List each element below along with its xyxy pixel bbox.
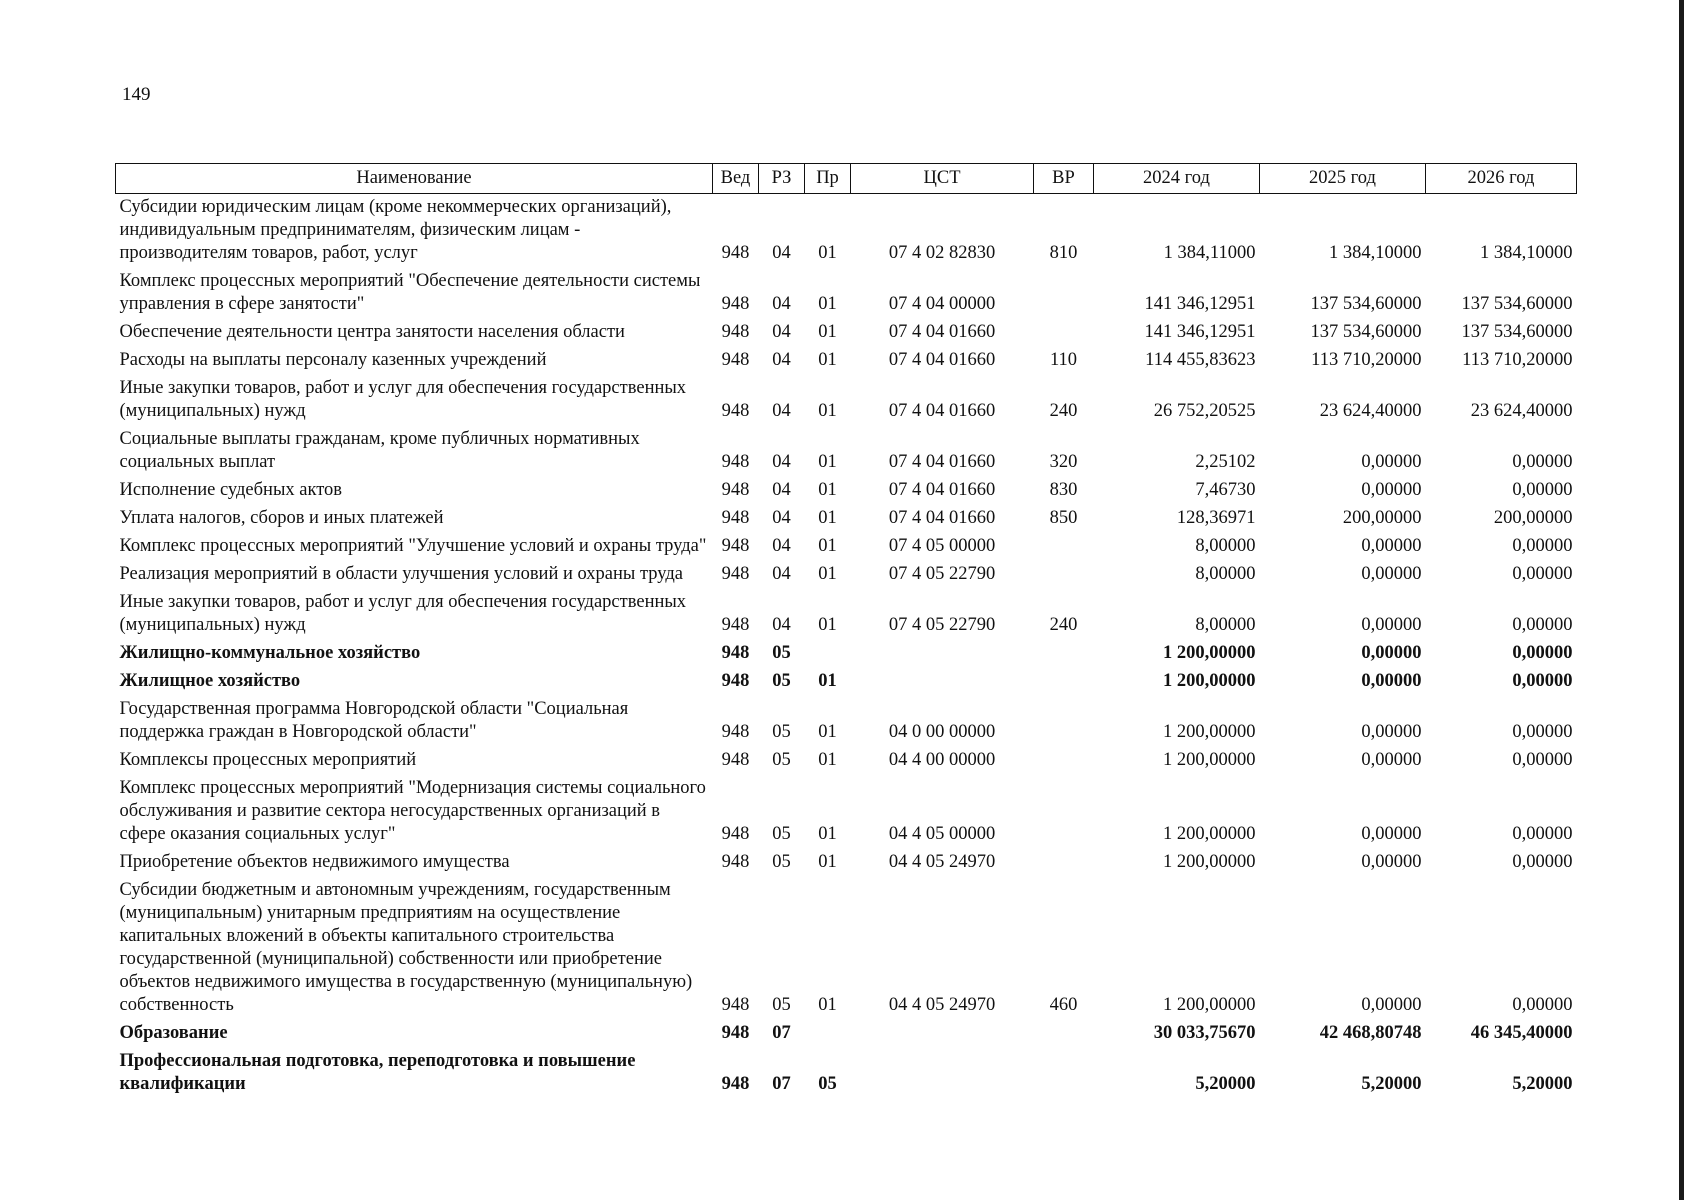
cell-vr [1034,775,1094,849]
table-row [116,849,1577,877]
cell-ved: 948 [721,322,750,342]
cell-pr: 01 [818,508,837,528]
cell-2025: 0,00000 [1361,995,1422,1015]
cell-pr: 01 [818,824,837,844]
cell-rz: 04 [772,615,791,635]
table-row [116,426,1577,477]
cell-cst: 07 4 04 00000 [888,294,996,314]
cell-ved: 948 [721,671,750,691]
cell-name: Субсидии юридическим лицам (кроме некоммерческих организаций), индивидуальным предпринимателям, физическим лицам - производителям товаров, работ, услуг [119,197,672,263]
cell-vr [1034,1020,1094,1048]
cell-2026: 5,20000 [1512,1074,1573,1094]
cell-name: Комплексы процессных мероприятий [119,750,417,770]
cell-pr: 01 [818,564,837,584]
table-row [116,505,1577,533]
cell-name: Уплата налогов, сборов и иных платежей [119,508,444,528]
cell-cst [851,668,1034,696]
table-row [116,747,1577,775]
cell-2024: 128,36971 [1176,508,1256,528]
cell-2025: 0,00000 [1361,671,1422,691]
cell-2024: 8,00000 [1195,615,1256,635]
cell-2024: 141 346,12951 [1144,294,1256,314]
cell-2026: 113 710,20000 [1462,350,1573,370]
table-header-row [116,164,1577,194]
cell-name: Комплекс процессных мероприятий "Обеспечение деятельности системы управления в сфере занятости" [119,271,701,314]
cell-cst [851,1020,1034,1048]
cell-2025: 5,20000 [1361,1074,1422,1094]
cell-cst [851,640,1034,668]
cell-pr: 01 [818,536,837,556]
cell-2026: 137 534,60000 [1461,322,1573,342]
cell-vr [1034,533,1094,561]
cell-name: Комплекс процессных мероприятий "Модернизация системы социального обслуживания и развитие сектора негосударственных организаций в сфере оказания социальных услуг" [119,778,706,844]
cell-pr: 01 [818,671,837,691]
cell-2025: 42 468,80748 [1319,1023,1422,1043]
cell-ved: 948 [721,824,750,844]
cell-2026: 0,00000 [1512,452,1573,472]
cell-cst: 07 4 04 01660 [888,401,996,421]
header-2026: 2026 год [1426,164,1577,194]
table-row [116,561,1577,589]
cell-2024: 5,20000 [1195,1074,1256,1094]
cell-2025: 0,00000 [1361,750,1422,770]
cell-ved: 948 [721,294,750,314]
cell-cst [851,1048,1034,1099]
cell-pr [805,1020,851,1048]
cell-vr: 460 [1049,995,1078,1015]
cell-pr: 01 [818,615,837,635]
cell-2024: 1 384,11000 [1163,243,1256,263]
cell-2026: 0,00000 [1512,615,1573,635]
table-row [116,877,1577,1020]
cell-vr: 850 [1049,508,1078,528]
cell-pr: 01 [818,452,837,472]
cell-2024: 1 200,00000 [1163,995,1256,1015]
cell-rz: 05 [772,722,791,742]
cell-2024: 1 200,00000 [1163,722,1256,742]
header-vr: ВР [1034,164,1094,194]
budget-table [115,163,1577,1099]
cell-2024: 2,25102 [1195,452,1256,472]
cell-rz: 05 [772,750,791,770]
table-row [116,477,1577,505]
cell-rz: 05 [772,643,791,663]
cell-2026: 23 624,40000 [1470,401,1573,421]
scan-edge-line [1679,0,1684,1200]
header-pr: Пр [805,164,851,194]
cell-name: Исполнение судебных актов [119,480,343,500]
cell-pr: 01 [818,750,837,770]
cell-rz: 05 [772,671,791,691]
header-rz: РЗ [759,164,805,194]
cell-name: Обеспечение деятельности центра занятости населения области [119,322,625,342]
cell-ved: 948 [721,1023,750,1043]
cell-name: Жилищное хозяйство [119,671,301,691]
cell-name: Иные закупки товаров, работ и услуг для обеспечения государственных (муниципальных) нужд [119,592,687,635]
cell-rz: 05 [772,995,791,1015]
cell-cst: 07 4 04 01660 [888,508,996,528]
cell-2026: 0,00000 [1512,824,1573,844]
cell-2024: 141 346,12951 [1144,322,1256,342]
cell-cst: 07 4 05 22790 [888,615,996,635]
cell-ved: 948 [721,1074,750,1094]
cell-2026: 0,00000 [1512,564,1573,584]
cell-ved: 948 [721,852,750,872]
cell-ved: 948 [721,536,750,556]
cell-vr [1034,640,1094,668]
cell-rz: 04 [772,350,791,370]
cell-name: Иные закупки товаров, работ и услуг для обеспечения государственных (муниципальных) нужд [119,378,687,421]
table-row [116,194,1577,269]
cell-rz: 04 [772,452,791,472]
cell-name: Приобретение объектов недвижимого имущества [119,852,510,872]
header-ved: Вед [713,164,759,194]
cell-cst: 07 4 04 01660 [888,452,996,472]
cell-rz: 04 [772,243,791,263]
cell-rz: 04 [772,322,791,342]
cell-pr: 01 [818,480,837,500]
cell-rz: 07 [772,1023,791,1043]
cell-name: Социальные выплаты гражданам, кроме публичных нормативных социальных выплат [119,429,640,472]
cell-2025: 0,00000 [1361,452,1422,472]
cell-2026: 0,00000 [1512,722,1573,742]
cell-2025: 200,00000 [1342,508,1422,528]
cell-pr: 01 [818,722,837,742]
cell-name: Профессиональная подготовка, переподготовка и повышение квалификации [119,1051,636,1094]
cell-cst: 07 4 05 00000 [888,536,996,556]
cell-ved: 948 [721,722,750,742]
cell-name: Жилищно-коммунальное хозяйство [119,643,421,663]
cell-cst: 07 4 05 22790 [888,564,996,584]
cell-vr: 240 [1049,401,1078,421]
cell-ved: 948 [721,615,750,635]
cell-2025: 23 624,40000 [1319,401,1422,421]
cell-rz: 04 [772,536,791,556]
table-row [116,533,1577,561]
table-body [116,194,1577,1100]
cell-2025: 0,00000 [1361,536,1422,556]
cell-cst: 07 4 02 82830 [888,243,996,263]
cell-ved: 948 [721,243,750,263]
cell-2025: 0,00000 [1361,824,1422,844]
cell-2024: 1 200,00000 [1163,824,1256,844]
cell-2026: 0,00000 [1512,671,1573,691]
header-2025: 2025 год [1260,164,1426,194]
cell-cst: 07 4 04 01660 [888,480,996,500]
cell-pr: 01 [818,243,837,263]
cell-rz: 07 [772,1074,791,1094]
cell-2024: 1 200,00000 [1163,671,1256,691]
cell-vr [1034,747,1094,775]
cell-cst: 04 4 05 24970 [888,852,996,872]
cell-pr: 01 [818,995,837,1015]
cell-2025: 113 710,20000 [1311,350,1422,370]
cell-vr: 110 [1049,350,1078,370]
table-row [116,640,1577,668]
cell-rz: 04 [772,294,791,314]
cell-rz: 05 [772,824,791,844]
cell-2025: 0,00000 [1361,643,1422,663]
cell-2025: 0,00000 [1361,852,1422,872]
table-row [116,375,1577,426]
cell-2026: 0,00000 [1512,480,1573,500]
cell-cst: 07 4 04 01660 [888,322,996,342]
cell-name: Субсидии бюджетным и автономным учреждениям, государственным (муниципальным) унитарным предприятиям на осуществление капитальных вложений в объекты капитального строительства государственной (муниципальной) собственности или приобретение объектов недвижимого имущества в государственную (муниципальную) собственность [119,880,693,1015]
cell-rz: 04 [772,564,791,584]
cell-2025: 0,00000 [1361,480,1422,500]
cell-rz: 04 [772,401,791,421]
cell-2026: 0,00000 [1512,536,1573,556]
cell-name: Государственная программа Новгородской области "Социальная поддержка граждан в Новгородской области" [119,699,629,742]
table-row [116,1048,1577,1099]
cell-2024: 114 455,83623 [1145,350,1256,370]
cell-rz: 04 [772,508,791,528]
cell-pr: 01 [818,852,837,872]
cell-pr: 01 [818,401,837,421]
cell-vr [1034,561,1094,589]
cell-cst: 04 4 00 00000 [888,750,996,770]
cell-vr: 810 [1049,243,1078,263]
cell-2026: 137 534,60000 [1461,294,1573,314]
cell-name: Расходы на выплаты персоналу казенных учреждений [119,350,547,370]
cell-2024: 1 200,00000 [1163,750,1256,770]
table-row [116,668,1577,696]
cell-rz: 05 [772,852,791,872]
cell-vr [1034,1048,1094,1099]
cell-ved: 948 [721,564,750,584]
cell-ved: 948 [721,750,750,770]
cell-2025: 0,00000 [1361,615,1422,635]
cell-name: Образование [119,1023,228,1043]
cell-ved: 948 [721,508,750,528]
cell-2024: 1 200,00000 [1163,643,1256,663]
cell-2026: 0,00000 [1512,995,1573,1015]
cell-2025: 1 384,10000 [1329,243,1422,263]
table-row [116,589,1577,640]
cell-vr [1034,668,1094,696]
cell-2025: 137 534,60000 [1310,322,1422,342]
cell-vr: 240 [1049,615,1078,635]
cell-ved: 948 [721,480,750,500]
table-row [116,268,1577,319]
cell-rz: 04 [772,480,791,500]
table-row [116,1020,1577,1048]
cell-vr [1034,268,1094,319]
cell-cst: 04 4 05 00000 [888,824,996,844]
cell-cst: 04 4 05 24970 [888,995,996,1015]
cell-pr: 01 [818,294,837,314]
cell-2025: 0,00000 [1361,722,1422,742]
cell-name: Реализация мероприятий в области улучшения условий и охраны труда [119,564,683,584]
cell-2026: 46 345,40000 [1470,1023,1573,1043]
cell-ved: 948 [721,350,750,370]
header-2024: 2024 год [1094,164,1260,194]
cell-2024: 1 200,00000 [1163,852,1256,872]
page-number: 149 [122,84,151,105]
cell-2026: 200,00000 [1493,508,1573,528]
cell-2024: 8,00000 [1195,564,1256,584]
cell-ved: 948 [721,452,750,472]
header-name: Наименование [116,164,713,194]
cell-vr [1034,696,1094,747]
table-row [116,319,1577,347]
cell-ved: 948 [721,995,750,1015]
table-row [116,696,1577,747]
cell-2024: 30 033,75670 [1153,1023,1256,1043]
cell-vr [1034,319,1094,347]
cell-cst: 07 4 04 01660 [888,350,996,370]
cell-2025: 0,00000 [1361,564,1422,584]
cell-2026: 0,00000 [1512,750,1573,770]
cell-cst: 04 0 00 00000 [888,722,996,742]
cell-vr: 320 [1049,452,1078,472]
header-cst: ЦСТ [851,164,1034,194]
cell-2026: 1 384,10000 [1480,243,1573,263]
cell-2025: 137 534,60000 [1310,294,1422,314]
cell-pr: 01 [818,322,837,342]
cell-2024: 8,00000 [1195,536,1256,556]
cell-2026: 0,00000 [1512,852,1573,872]
cell-vr [1034,849,1094,877]
cell-ved: 948 [721,401,750,421]
table-row [116,775,1577,849]
cell-pr: 01 [818,350,837,370]
cell-vr: 830 [1049,480,1078,500]
cell-pr [805,640,851,668]
cell-ved: 948 [721,643,750,663]
cell-2026: 0,00000 [1512,643,1573,663]
cell-2024: 7,46730 [1195,480,1256,500]
cell-2024: 26 752,20525 [1153,401,1256,421]
cell-name: Комплекс процессных мероприятий "Улучшение условий и охраны труда" [119,536,707,556]
table-row [116,347,1577,375]
cell-pr: 05 [818,1074,837,1094]
